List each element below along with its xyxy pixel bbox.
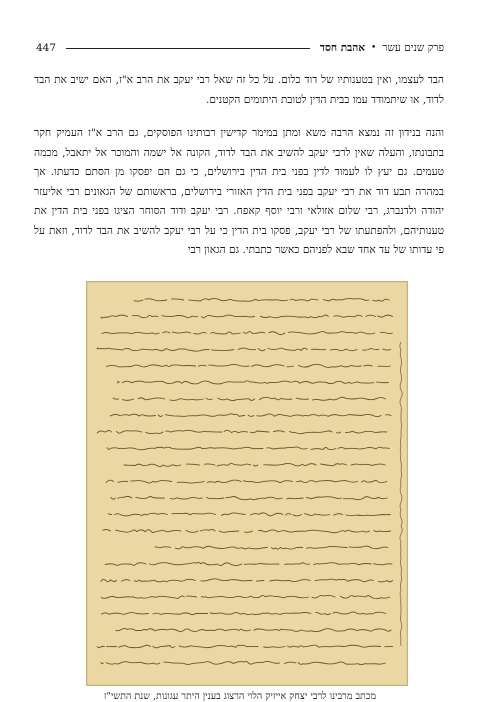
paragraph-1: הבד לעצמו, ואין בטענותיו של דוד כלום. על כל זה שאל רבי יעקב את הרב א"ז, האם ישיב את הבד לדוד, או שיתמודד עמו בבית הדין לטובת היתומים הקטנים. [34, 74, 444, 106]
handwriting-line [155, 546, 388, 549]
header-separator: • [371, 43, 377, 53]
header-rule [66, 48, 310, 49]
handwriting-line [101, 661, 386, 664]
handwriting-line [106, 480, 387, 483]
book-title: אהבת חסד [319, 42, 366, 54]
handwriting-line [98, 332, 392, 335]
handwritten-letter-image [86, 281, 408, 686]
figure-caption: מכתב מרבינו לרבי יצחק אייזיק הלוי הרצוג בענין היתר עגונות, שנת התשי"ז [103, 691, 377, 702]
handwriting-line [108, 397, 386, 400]
handwriting-line [101, 315, 393, 318]
handwriting-line [101, 579, 393, 582]
paragraph-2: והנה בנידון זה נמצא הרבה משא ומתן במימר קדישין רבותינו הפוסקים, גם הרב א"ז העמיק חקר בתבונתו, והעלה שאין לרבי יעקב להשיב את הבד לדוד, הקונה אל ישמה והמוכר אל יתאבל, מכמה טעמים. גם יעץ לו לעמוד לדין בפני בית הדין בירושלים, כי גם הם יפסקו מן הסתם כדעתו. אך במהרה תבע דוד את רבי יעקב בפני בית הדין האזורי בירושלים, בראשותם של הגאונים רבי אליעזר יהודה ולדנברג, רבי שלום אזולאי ורבי יוסף קאפח. רבי יעקב ודוד הסוחר הציגו בפני בית הדין את טענותיהם, ולהפתעתו של רבי יעקב, פסקו בית הדין כי על רבי יעקב להשיב את הבד לדוד, וזאת על פי עדותו של עד אחד שבא לפניהם כאשר כתבתי. גם הגאון רבי [34, 127, 444, 256]
handwriting-line [124, 463, 385, 466]
handwriting-scribbles [87, 282, 407, 685]
handwriting-line [101, 612, 386, 615]
handwriting-line [97, 645, 392, 648]
handwriting-line [107, 447, 389, 450]
handwriting-line [108, 513, 390, 516]
chapter-title: פרק שנים עשר [382, 42, 444, 54]
handwriting-line [116, 628, 391, 631]
running-header [36, 40, 444, 56]
handwriting-line [105, 562, 392, 565]
handwriting-line [93, 348, 391, 351]
page-number: 447 [36, 42, 57, 54]
handwriting-line [111, 496, 387, 499]
handwriting-line [103, 364, 390, 367]
handwriting-line [117, 381, 388, 384]
handwriting-line [103, 529, 391, 532]
handwriting-line [97, 430, 387, 433]
margin-note [400, 342, 402, 646]
handwriting-line [110, 414, 391, 417]
handwriting-line [101, 595, 390, 598]
handwriting-line [130, 299, 389, 302]
